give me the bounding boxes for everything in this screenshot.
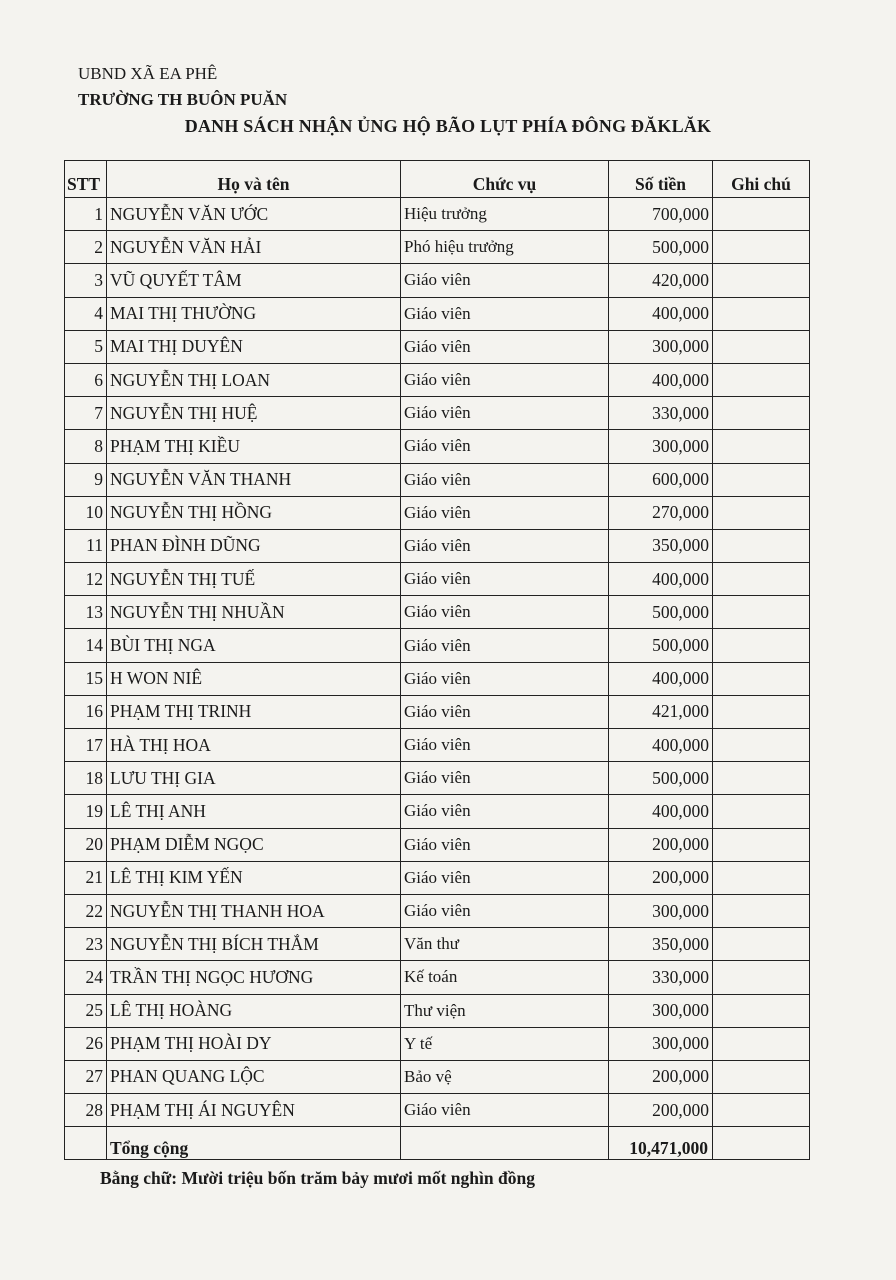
total-amount: 10,471,000 xyxy=(609,1127,713,1160)
row-amount: 330,000 xyxy=(609,961,713,994)
total-blank-cell xyxy=(401,1127,609,1160)
total-stt-cell xyxy=(65,1127,107,1160)
table-row xyxy=(65,1094,810,1127)
row-stt: 18 xyxy=(65,762,107,795)
table-row xyxy=(65,397,810,430)
table-row xyxy=(65,596,810,629)
table-row xyxy=(65,994,810,1027)
table-row xyxy=(65,430,810,463)
row-name: PHẠM THỊ HOÀI DY xyxy=(107,1027,401,1060)
row-note xyxy=(713,463,810,496)
table-row xyxy=(65,695,810,728)
row-note xyxy=(713,330,810,363)
table-row xyxy=(65,1027,810,1060)
row-stt: 20 xyxy=(65,828,107,861)
row-note xyxy=(713,828,810,861)
row-stt: 13 xyxy=(65,596,107,629)
row-note xyxy=(713,1094,810,1127)
row-name: NGUYỄN THỊ THANH HOA xyxy=(107,894,401,927)
row-stt: 7 xyxy=(65,397,107,430)
row-stt: 12 xyxy=(65,563,107,596)
row-amount: 350,000 xyxy=(609,529,713,562)
row-name: PHẠM DIỄM NGỌC xyxy=(107,828,401,861)
amount-in-words: Bằng chữ: Mười triệu bốn trăm bảy mươi mốt nghìn đồng xyxy=(100,1168,535,1188)
row-stt: 25 xyxy=(65,994,107,1027)
row-amount: 400,000 xyxy=(609,795,713,828)
row-name: LÊ THỊ ANH xyxy=(107,795,401,828)
row-note xyxy=(713,961,810,994)
row-name: BÙI THỊ NGA xyxy=(107,629,401,662)
row-name: H WON NIÊ xyxy=(107,662,401,695)
row-stt: 9 xyxy=(65,463,107,496)
row-amount: 400,000 xyxy=(609,363,713,396)
table-row xyxy=(65,563,810,596)
row-position: Văn thư xyxy=(401,928,609,961)
row-position: Giáo viên xyxy=(401,363,609,396)
row-amount: 400,000 xyxy=(609,297,713,330)
column-header-amount: Số tiền xyxy=(609,161,713,198)
row-position: Giáo viên xyxy=(401,430,609,463)
row-amount: 300,000 xyxy=(609,894,713,927)
table-row xyxy=(65,264,810,297)
table-row xyxy=(65,529,810,562)
row-note xyxy=(713,1027,810,1060)
row-amount: 500,000 xyxy=(609,762,713,795)
table-row xyxy=(65,928,810,961)
row-position: Y tế xyxy=(401,1027,609,1060)
row-name: PHAN ĐÌNH DŨNG xyxy=(107,529,401,562)
table-row xyxy=(65,463,810,496)
row-position: Phó hiệu trưởng xyxy=(401,231,609,264)
table-row xyxy=(65,198,810,231)
row-amount: 421,000 xyxy=(609,695,713,728)
row-name: NGUYỄN THỊ BÍCH THẮM xyxy=(107,928,401,961)
row-amount: 420,000 xyxy=(609,264,713,297)
row-name: LÊ THỊ HOÀNG xyxy=(107,994,401,1027)
column-header-note: Ghi chú xyxy=(713,161,810,198)
row-position: Giáo viên xyxy=(401,297,609,330)
table-row xyxy=(65,861,810,894)
row-amount: 700,000 xyxy=(609,198,713,231)
row-note xyxy=(713,397,810,430)
row-amount: 500,000 xyxy=(609,629,713,662)
row-stt: 24 xyxy=(65,961,107,994)
row-name: LƯU THỊ GIA xyxy=(107,762,401,795)
row-amount: 500,000 xyxy=(609,231,713,264)
row-name: NGUYỄN VĂN THANH xyxy=(107,463,401,496)
table-row xyxy=(65,496,810,529)
row-name: PHẠM THỊ TRINH xyxy=(107,695,401,728)
org-name: UBND XÃ EA PHÊ xyxy=(78,64,218,83)
row-amount: 300,000 xyxy=(609,994,713,1027)
row-amount: 200,000 xyxy=(609,861,713,894)
row-amount: 200,000 xyxy=(609,828,713,861)
row-note xyxy=(713,496,810,529)
total-label: Tổng cộng xyxy=(107,1127,401,1160)
row-stt: 16 xyxy=(65,695,107,728)
row-position: Giáo viên xyxy=(401,496,609,529)
column-header-position: Chức vụ xyxy=(401,161,609,198)
row-name: LÊ THỊ KIM YẾN xyxy=(107,861,401,894)
row-stt: 4 xyxy=(65,297,107,330)
row-note xyxy=(713,729,810,762)
table-row xyxy=(65,828,810,861)
table-row xyxy=(65,795,810,828)
row-note xyxy=(713,1060,810,1093)
table-row xyxy=(65,297,810,330)
row-note xyxy=(713,894,810,927)
table-row xyxy=(65,662,810,695)
row-name: MAI THỊ THƯỜNG xyxy=(107,297,401,330)
table-body xyxy=(65,198,810,1127)
row-position: Giáo viên xyxy=(401,463,609,496)
table-row xyxy=(65,231,810,264)
row-stt: 2 xyxy=(65,231,107,264)
table-row xyxy=(65,330,810,363)
row-position: Giáo viên xyxy=(401,1094,609,1127)
row-stt: 1 xyxy=(65,198,107,231)
row-stt: 26 xyxy=(65,1027,107,1060)
column-header-name: Họ và tên xyxy=(107,161,401,198)
row-note xyxy=(713,662,810,695)
row-stt: 11 xyxy=(65,529,107,562)
table-row xyxy=(65,894,810,927)
table-row xyxy=(65,629,810,662)
row-note xyxy=(713,563,810,596)
row-name: NGUYỄN VĂN HẢI xyxy=(107,231,401,264)
row-position: Giáo viên xyxy=(401,330,609,363)
row-note xyxy=(713,928,810,961)
row-note xyxy=(713,762,810,795)
row-amount: 350,000 xyxy=(609,928,713,961)
row-name: PHAN QUANG LỘC xyxy=(107,1060,401,1093)
row-position: Giáo viên xyxy=(401,662,609,695)
row-note xyxy=(713,363,810,396)
table-row xyxy=(65,363,810,396)
row-note xyxy=(713,994,810,1027)
row-amount: 500,000 xyxy=(609,596,713,629)
row-note xyxy=(713,198,810,231)
row-stt: 21 xyxy=(65,861,107,894)
row-stt: 10 xyxy=(65,496,107,529)
row-amount: 300,000 xyxy=(609,1027,713,1060)
row-name: NGUYỄN THỊ HUỆ xyxy=(107,397,401,430)
row-amount: 200,000 xyxy=(609,1060,713,1093)
row-note xyxy=(713,629,810,662)
row-name: NGUYỄN THỊ NHUẦN xyxy=(107,596,401,629)
row-stt: 8 xyxy=(65,430,107,463)
row-note xyxy=(713,430,810,463)
row-position: Giáo viên xyxy=(401,729,609,762)
row-note xyxy=(713,264,810,297)
row-stt: 6 xyxy=(65,363,107,396)
row-note xyxy=(713,861,810,894)
column-header-stt: STT xyxy=(65,161,107,198)
row-note xyxy=(713,297,810,330)
row-name: MAI THỊ DUYÊN xyxy=(107,330,401,363)
table-row xyxy=(65,762,810,795)
row-stt: 17 xyxy=(65,729,107,762)
row-amount: 600,000 xyxy=(609,463,713,496)
row-position: Giáo viên xyxy=(401,596,609,629)
row-position: Hiệu trưởng xyxy=(401,198,609,231)
row-position: Kế toán xyxy=(401,961,609,994)
row-amount: 270,000 xyxy=(609,496,713,529)
row-position: Giáo viên xyxy=(401,529,609,562)
row-stt: 22 xyxy=(65,894,107,927)
table-header-row xyxy=(65,161,810,198)
row-name: HÀ THỊ HOA xyxy=(107,729,401,762)
row-position: Giáo viên xyxy=(401,629,609,662)
row-note xyxy=(713,695,810,728)
row-name: NGUYỄN THỊ LOAN xyxy=(107,363,401,396)
total-row xyxy=(65,1127,810,1160)
row-amount: 200,000 xyxy=(609,1094,713,1127)
row-amount: 400,000 xyxy=(609,563,713,596)
row-position: Giáo viên xyxy=(401,795,609,828)
row-amount: 300,000 xyxy=(609,330,713,363)
row-stt: 15 xyxy=(65,662,107,695)
row-position: Giáo viên xyxy=(401,861,609,894)
row-amount: 400,000 xyxy=(609,729,713,762)
school-name: TRƯỜNG TH BUÔN PUĂN xyxy=(78,90,288,109)
row-note xyxy=(713,596,810,629)
row-stt: 14 xyxy=(65,629,107,662)
row-note xyxy=(713,795,810,828)
row-position: Giáo viên xyxy=(401,828,609,861)
document-title: DANH SÁCH NHẬN ỦNG HỘ BÃO LỤT PHÍA ĐÔNG ĐĂKLĂK xyxy=(184,116,712,136)
total-note-cell xyxy=(713,1127,810,1160)
row-position: Giáo viên xyxy=(401,894,609,927)
row-name: PHẠM THỊ ÁI NGUYÊN xyxy=(107,1094,401,1127)
row-position: Thư viện xyxy=(401,994,609,1027)
row-amount: 330,000 xyxy=(609,397,713,430)
row-amount: 300,000 xyxy=(609,430,713,463)
row-stt: 5 xyxy=(65,330,107,363)
row-position: Giáo viên xyxy=(401,264,609,297)
row-stt: 27 xyxy=(65,1060,107,1093)
row-name: NGUYỄN THỊ HỒNG xyxy=(107,496,401,529)
row-position: Bảo vệ xyxy=(401,1060,609,1093)
row-note xyxy=(713,529,810,562)
row-name: PHẠM THỊ KIỀU xyxy=(107,430,401,463)
table-row xyxy=(65,961,810,994)
table-row xyxy=(65,1060,810,1093)
donation-table xyxy=(64,160,810,1160)
row-stt: 3 xyxy=(65,264,107,297)
row-amount: 400,000 xyxy=(609,662,713,695)
row-stt: 28 xyxy=(65,1094,107,1127)
row-name: VŨ QUYẾT TÂM xyxy=(107,264,401,297)
row-stt: 23 xyxy=(65,928,107,961)
row-name: NGUYỄN THỊ TUẾ xyxy=(107,563,401,596)
row-name: TRẦN THỊ NGỌC HƯƠNG xyxy=(107,961,401,994)
row-note xyxy=(713,231,810,264)
row-position: Giáo viên xyxy=(401,695,609,728)
row-position: Giáo viên xyxy=(401,397,609,430)
table-row xyxy=(65,729,810,762)
row-position: Giáo viên xyxy=(401,563,609,596)
row-stt: 19 xyxy=(65,795,107,828)
row-name: NGUYỄN VĂN ƯỚC xyxy=(107,198,401,231)
row-position: Giáo viên xyxy=(401,762,609,795)
